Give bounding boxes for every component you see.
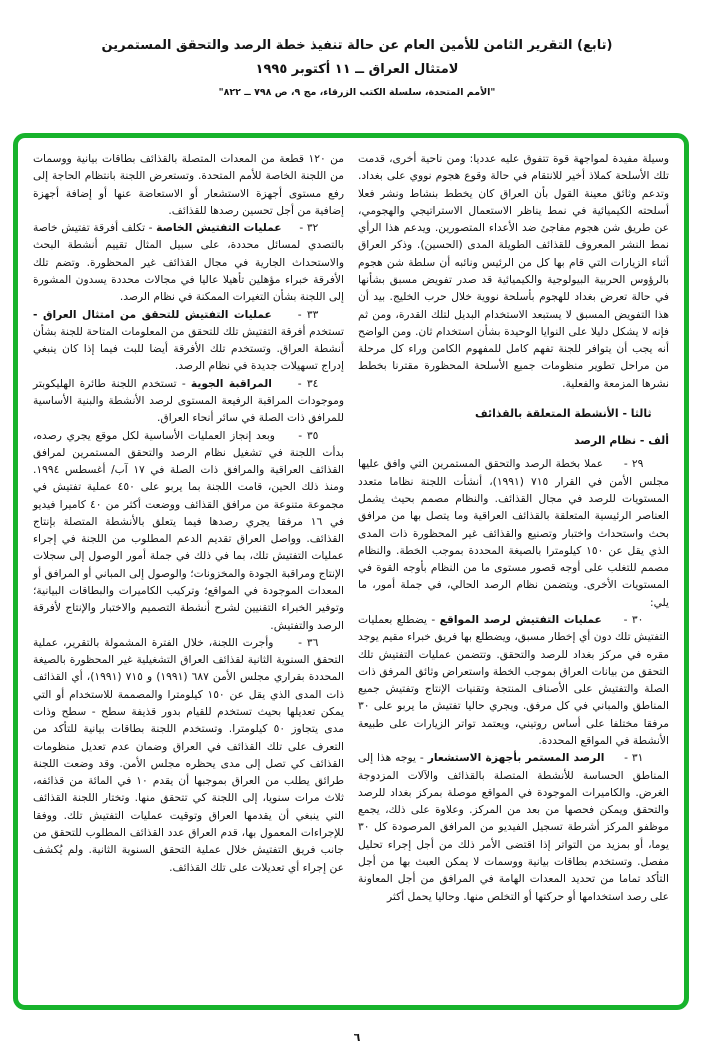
paragraph-continuation-top: وسيلة مفيدة لمواجهة قوة تتفوق عليه عدديا: ومن ناحية أخرى، قدمت تلك الأسلحة كملاذ أخير للانتقام في حالة وقوع هجوم نووي على بغداد. وتدعم وثائق معينة القول بأن العراق كان يخطط بنشاط ونشر فعلا أسلحته الكيميائية في نمط يناظر الاستعمال الاستراتيجي والهجومي، عن طريق شن هجوم مفاجئ ضد الأعداء المتصورين. ويدعم هذا الرأي نمط النشر المعروف للقذائف الطويلة المدى (الحسين). وذكر العراق أثناء الزيارات التي قام بها كل من الرئيس ونائبه أن سلطة شن هجوم بالرؤوس الحربية البيولوجية والكيميائية قد صدر تفويض مسبق بشأنها في حالة تعرض بغداد للهجوم بأسلحة نووية خلال حرب الخليج. بيد أن هذا التفويض المسبق لا يستبعد الاستخدام البديل لتلك القدرة، ومن ثم فإنه لا يشكل دليلا على النوايا الوحيدة بشأن استخدام ثان. ومن الواضح أنه يجب أن يتوافر للجنة تفهم كامل للمفهوم الكامن وراء كل مرحلة من مراحل تطوير منظومات جميع الأسلحة المحظورة مقترنا بخطط نشرها المزمعة والفعلية. <box>358 152 669 390</box>
content-border-box <box>13 133 689 1010</box>
paragraph-34-number: ٣٤ - <box>297 376 319 390</box>
paragraph-31-text: - يوجه هذا إلى المناطق الحساسة للأنشطة المتصلة بالقذائف والآلات المزدوجة الغرض. والكاميرات الموجودة في المواقع موصلة بمركز بغداد للرصد والتحقق ويمكن فحصها من بعد من المركز. وعلاوة على ذلك، يجمع موظفو المركز أشرطة تسجيل الفيديو من المرافق المرصودة كل ٣٠ يوما، أو بمزيد من التواتر إذا اقتضى الأمر ذلك من أجل إجراء تحليل مفصل. وتستخدم بطاقات بيانية ووسمات لا يمكن العبث بها من أجل التأكد تماما من تحديد المعدات الهامة في المرافق من أجل المعاونة على رصد استخدامها أو حركتها أو التخلص منها. وحاليا يحمل أكثر <box>358 751 669 903</box>
document-header <box>0 38 714 98</box>
header-source-citation: "الأمم المتحدة، سلسلة الكتب الزرقاء، مج ٩، ص ٧٩٨ ــ ٨٢٢" <box>218 87 496 98</box>
page-footer <box>0 1031 714 1044</box>
paragraph-29-text: عملا بخطة الرصد والتحقق المستمرين التي وافق عليها مجلس الأمن في القرار ٧١٥ (١٩٩١)، أنشأت اللجنة نظاما متعدد المستويات للرصد في مجال القذائف. والنظام مصمم بحيث يشمل العناصر الرئيسية المتعلقة بالقذائف العراقية وما يتصل بها من مرافق بحث واستحداث واختبار وتصنيع والقذائف غير المحظورة ذات المدى الذي يقل عن ١٥٠ كيلومترا بالصيغة المحددة بموجب الخطة. والنظام مصمم للتغلب على أوجه قصور مستوى ما من النظام بأوجه القوة في المستويات الأخرى. ويتضمن نظام الرصد الحالي، في جملة أمور، ما يلي: <box>358 457 669 609</box>
paragraph-33-lead: عمليات التفتيش للتحقق من امتثال العراق - <box>33 307 272 321</box>
paragraph-31-number: ٣١ - <box>624 751 644 765</box>
paragraph-33-number: ٣٣ - <box>297 307 319 321</box>
paragraph-35-text: وبعد إنجاز العمليات الأساسية لكل موقع يجري رصده، بدأت اللجنة في تشغيل نظام الرصد والتحقق المستمرين لمرافق القذائف العراقية والمرافق ذات الصلة في ١٧ آب/ أغسطس ١٩٩٤. ومنذ ذلك الحين، قامت اللجنة بما يربو على ٤٥٠ عملية تفتيش في مجموعة متنوعة من مرافق القذائف ووضعت أكثر من ٤٠ كاميرا فيديو في ١٦ مرفقا يجري رصدها فيما يتعلق بالأنشطة المتصلة بإنتاج القذائف. وواصل العراق تقديم الدعم المطلوب من اللجنة في إجراء عمليات التفتيش تلك، بما في ذلك في جملة أمور الوصول إلى سجلات الإنتاج ومراقبة الجودة والمخزونات؛ والوصول إلى المباني أو المرافق أو المعدات الموجودة في المواقع؛ وتركيب الكاميرات والبطاقات البيانية؛ وتوفير الخبراء التقنيين لشرح أنشطة التصميم والاختبار والإنتاج لأفرقة الرصد والتفتيش. <box>33 428 345 632</box>
paragraph-32 <box>33 219 344 305</box>
paragraph-32-lead: عمليات التفتيش الخاصة <box>156 221 282 235</box>
paragraph-32-text: - تكلف أفرقة تفتيش خاصة بالتصدي لمسائل محددة، على سبيل المثال تقييم أنشطة البحث والاستحداث الجارية في مجال القذائف غير المحظورة. وتضم تلك الأفرقة خبراء مؤهلين تأهيلا عاليا في مجالات محددة يسدون المشورة إلى اللجنة بشأن التغيرات الممكنة في نظام الرصد. <box>33 221 344 304</box>
column-first <box>358 150 669 995</box>
paragraph-35-number: ٣٥ - <box>298 428 319 442</box>
paragraph-31-continuation: من ١٢٠ قطعة من المعدات المتصلة بالقذائف بطاقات بيانية ووسمات من اللجنة الخاصة للأمم المتحدة. وتستعرض اللجنة بانتظام الحاجة إلى رفع مستوى أجهزة الاستشعار أو الاستعاضة عنها أو إضافة أجهزة إضافية من أجل تحسين رصدها للقذائف. <box>33 152 345 217</box>
paragraph-36 <box>33 634 344 876</box>
paragraph-30-number: ٣٠ - <box>623 613 644 626</box>
paragraph-30-lead: عمليات التفتيش لرصد المواقع <box>439 613 602 626</box>
page-number: ٦ <box>353 1031 361 1044</box>
paragraph-33 <box>33 306 344 375</box>
paragraph-33-text: تستخدم أفرقة التفتيش تلك للتحقق من المعلومات المتاحة للجنة بشأن أنشطة العراق. وتستخدم تلك الأفرقة أيضا للبت فيما إذا كان ينبغي إدراج تسهيلات جديدة في نظام الرصد. <box>33 324 344 373</box>
paragraph-30 <box>358 611 669 749</box>
paragraph-29 <box>358 455 669 611</box>
column-second <box>33 150 344 995</box>
paragraph-29-number: ٢٩ - <box>623 457 644 471</box>
section-heading-three: ثالثا - الأنشطة المتعلقة بالقذائف <box>475 406 652 420</box>
paragraph-36-text: وأجرت اللجنة، خلال الفترة المشمولة بالتقرير، عملية التحقق السنوية الثانية لقذائف العراق التشغيلية غير المحظورة بالصيغة المحددة بقراري مجلس الأمن ٦٨٧ (١٩٩١) و ٧١٥ (١٩٩١)، أي القذائف ذات المدى الذي يقل عن ١٥٠ كيلومترا والمصممة للاستخدام أو التي يمكن تعديلها بحيث تستخدم للقيام بدور قذيفة سطح - سطح وذات مدى يتجاوز ٥٠ كيلومترا. وتستخدم اللجنة بطاقات بيانية للتأكد من التعرف على تلك القذائف في العراق وضمان عدم تعديل منظومات القذائف كي تصل إلى مدى يحظره مجلس الأمن. وقد وضعت اللجنة طرائق يطلب من العراق بموجبها أن يقدم ١٠ في المائة من قذائفه، ثلاث مرات سنويا، إلى اللجنة كي تتحقق منها. وتختار اللجنة القذائف التي ينبغي أن يقدمها العراق وتوقيت عمليات التفتيش تلك. ووفقا للإجراءات المعمول بها، قدم العراق عدد القذائف المطلوب للتحقق من جانب فريق التفتيش خلال عملية التحقق السنوية الثانية. ولم يُكشف عن إجراء أي تعديلات على تلك القذائف. <box>33 635 345 874</box>
paragraph-31-lead: الرصد المستمر بأجهزة الاستشعار <box>427 751 605 765</box>
paragraph-34 <box>33 375 344 427</box>
two-column-layout <box>18 138 684 1005</box>
subsection-heading-alif: ألف - نظام الرصد <box>574 434 669 448</box>
paragraph-31 <box>358 749 669 905</box>
paragraph-34-lead: المراقبة الجوية <box>190 376 272 390</box>
paragraph-34-text: - تستخدم اللجنة طائرة الهليكوبتر وموجودات المراقبة الرفيعة المستوى لرصد الأنشطة والبنية الأساسية للمرافق ذات الصلة في سائر أنحاء العراق. <box>33 376 344 425</box>
paragraph-36-number: ٣٦ - <box>298 635 319 649</box>
header-continuation-title: (تابع) التقرير الثامن للأمين العام عن حالة تنفيذ خطة الرصد والتحقق المستمرين <box>101 38 613 53</box>
paragraph-30-text: - يضطلع بعمليات التفتيش تلك دون أي إخطار مسبق، ويضطلع بها فريق خبراء مقيم يوجد مقره في مركز بغداد للرصد والتحقق. وتتضمن عمليات التفتيش تلك التحقق من بيانات العراق بموجب الخطة واستعراض وثائق المرفق ذات الصلة والتفتيش على الأصناف المنتجة وتقنيات الإنتاج وتفتيش جميع المناطق والمباني في كل مرفق. ويجري حاليا تفتيش ما يربو على ٣٠ مرفقا مختلفا على أساس روتيني، ويعتمد تواتر الزيارات على طبيعة الأنشطة في المواقع المحددة. <box>358 613 669 747</box>
header-date-line: لامتثال العراق ــ ١١ أكتوبر ١٩٩٥ <box>255 62 459 77</box>
paragraph-32-number: ٣٢ - <box>299 221 319 235</box>
paragraph-35 <box>33 427 344 634</box>
